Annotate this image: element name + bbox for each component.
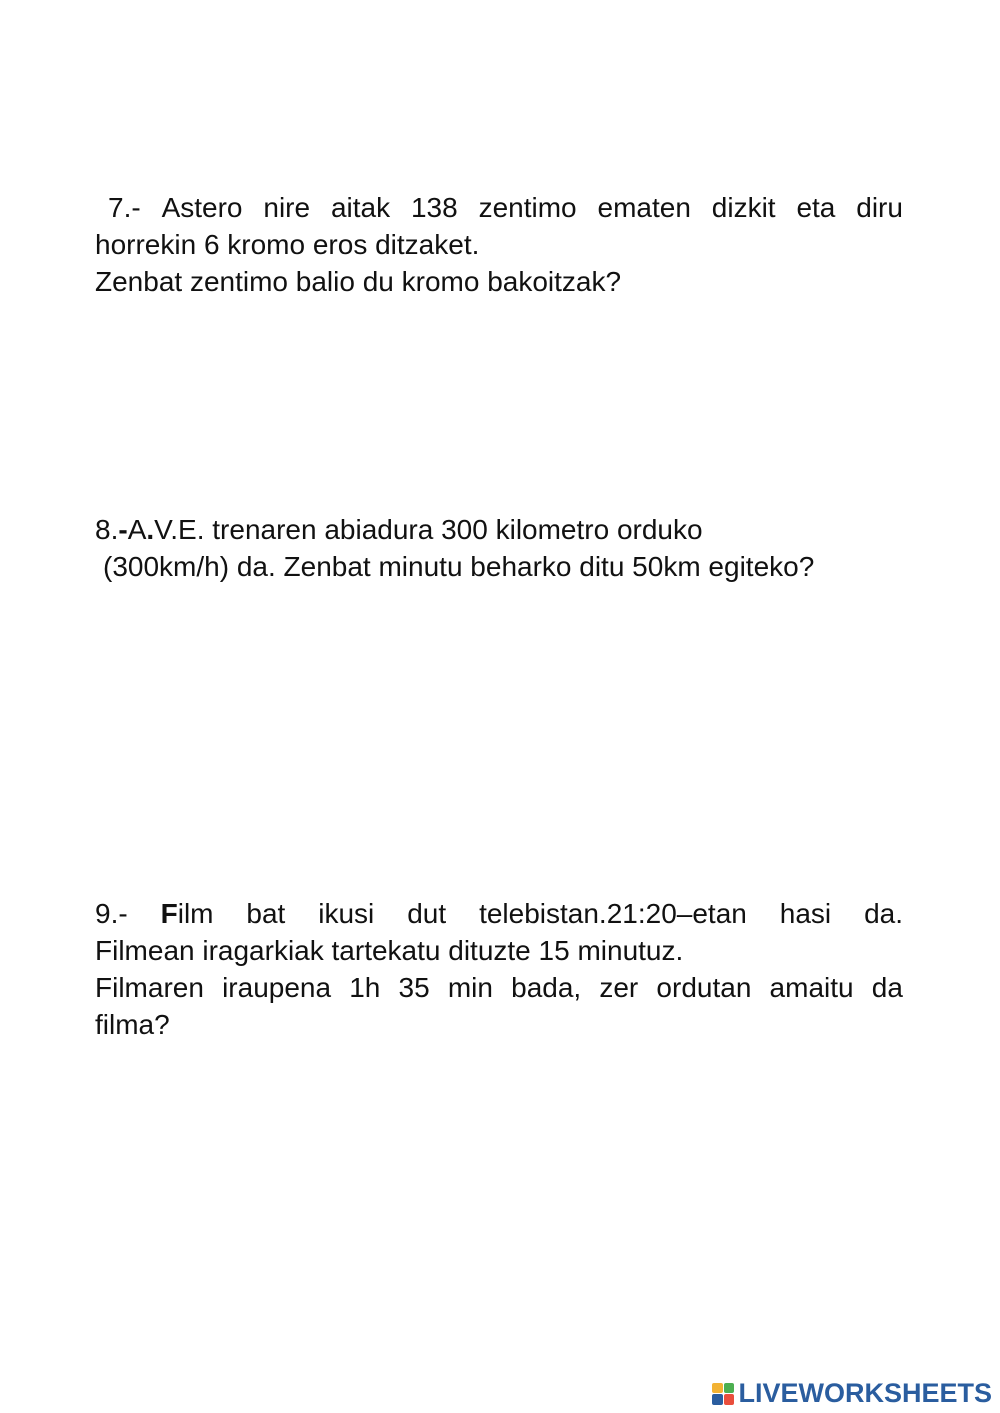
word: bada, — [511, 972, 582, 1003]
problem-8-line-1 — [95, 511, 903, 548]
word: 1h — [349, 972, 381, 1003]
word: aitak — [330, 192, 391, 223]
word: nire — [263, 192, 311, 223]
word: 7.- — [108, 192, 141, 223]
word: zentimo — [478, 192, 577, 223]
word: eta — [796, 192, 836, 223]
word: iraupena — [222, 972, 332, 1003]
problem-8-number: 8. — [95, 514, 119, 545]
problem-9-bold-letter: F — [160, 898, 178, 929]
word: diru — [856, 192, 903, 223]
logo-square — [724, 1383, 735, 1394]
word: 35 — [398, 972, 430, 1003]
problem-7-line-3: Zenbat zentimo balio du kromo bakoitzak? — [95, 266, 622, 297]
logo-text: LIVEWORKSHEETS — [738, 1378, 992, 1408]
problem-9-line-2: Filmean iragarkiak tartekatu dituzte 15 minutuz. — [95, 935, 684, 966]
word: dizkit — [711, 192, 776, 223]
problem-7-line-1 — [95, 189, 903, 226]
word: ikusi — [318, 898, 375, 929]
word: dut — [407, 898, 447, 929]
problem-9-line-3 — [95, 969, 903, 1006]
problem-7-line-2: horrekin 6 kromo eros ditzaket. — [95, 229, 480, 260]
logo-square — [724, 1394, 735, 1405]
word: Filmaren — [95, 972, 204, 1003]
word: amaitu — [769, 972, 854, 1003]
word: min — [447, 972, 493, 1003]
problem-8-line-1-rest: V.E. trenaren abiadura 300 kilometro orduko — [154, 514, 703, 545]
liveworksheets-logo-icon — [712, 1383, 734, 1405]
logo-square — [712, 1383, 723, 1394]
problem-9-line-4: filma? — [95, 1009, 170, 1040]
word-rest: ilm — [177, 898, 214, 929]
word: Astero — [161, 192, 243, 223]
word: bat — [246, 898, 286, 929]
problem-7 — [95, 189, 903, 300]
word: ordutan — [656, 972, 752, 1003]
word: da — [871, 972, 903, 1003]
word: da. — [864, 898, 903, 929]
liveworksheets-logo — [712, 1380, 992, 1407]
logo-square — [712, 1394, 723, 1405]
problem-8 — [95, 511, 903, 585]
problem-9-number: 9.- — [95, 898, 128, 929]
word — [161, 895, 214, 932]
word: telebistan.21:20–etan — [479, 898, 747, 929]
problem-9-line-1 — [95, 895, 903, 932]
problem-8-dot: . — [146, 514, 155, 545]
word: zer — [599, 972, 639, 1003]
problem-8-a: A — [127, 514, 147, 545]
word: 138 — [410, 192, 458, 223]
word: hasi — [779, 898, 832, 929]
word: ematen — [597, 192, 691, 223]
problem-8-line-2: (300km/h) da. Zenbat minutu beharko ditu 50km egiteko? — [103, 551, 815, 582]
problem-9 — [95, 895, 903, 1043]
problem-8-dash: - — [118, 514, 128, 545]
